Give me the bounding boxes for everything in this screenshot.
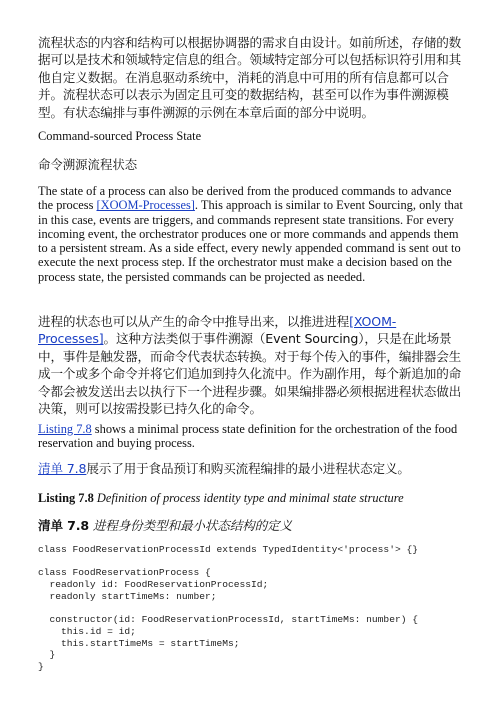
paragraph-process-state-cn: 流程状态的内容和结构可以根据协调器的需求自由设计。如前所述，存储的数据可以是技术和领域特定信息的组合。领域特定部分可以包括标识符引用和其他自定义数据。在消息驱动系统中，消耗的消息中可用的所有信息都可以合并。流程状态可以表示为固定且可变的数据结构，甚至可以作为事件溯源模型。有状态编排与事件溯源的示例在本章后面的部分中说明。 <box>38 35 462 120</box>
caption-label: Listing 7.8 <box>38 491 94 505</box>
caption-label-cn: 清单 7.8 <box>38 518 89 533</box>
text-span: 展示了用于食品预订和购买流程编排的最小进程状态定义。 <box>86 461 410 476</box>
paragraph-listing-ref-en <box>38 422 464 451</box>
text-span: 进程的状态也可以从产生的命令中推导出来，以推进进程 <box>38 314 350 329</box>
listing-link-cn[interactable]: 清单 7.8 <box>38 461 87 476</box>
paragraph-command-sourced-en <box>38 184 464 284</box>
listing-link[interactable]: Listing 7.8 <box>38 422 92 436</box>
caption-text: Definition of process identity type and minimal state structure <box>93 491 404 505</box>
text-span: 。这种方法类似于事件溯源（Event Sourcing），只是在此场景中，事件是触发器，而命令代表状态转换。对于每个传入的事件，编排器会生成一个或多个命令并将它们追加到持久化流中。作为副作用，每个新追加的命令都会被发送出去以执行下一个进程步骤。如果编排器必须根据进程状态做出决策，则可以按需投影已持久化的命令。 <box>38 331 462 417</box>
text-span: . This approach is similar to Event Sourcing, only that in this case, events are triggers, and commands represent state transitions. For every incoming event, the orchestrator produces one or more commands and appends them to a persistent stream. As a side effect, every newly appended command is sent out to execute the next process step. If the orchestrator must make a decision based on the process state, the persisted commands can be projected as needed. <box>38 198 463 284</box>
listing-caption-en <box>38 491 464 505</box>
reference-link-xoom-processes[interactable]: [XOOM-Processes] <box>96 198 195 213</box>
code-listing: class FoodReservationProcessId extends TypedIdentity<'process'> {} class FoodReservationProcess { readonly id: FoodReservationProcessId; readonly startTimeMs: number; constructor(id: FoodReservationProcessId, startTimeMs: number) { this.id = id; this.startTimeMs = startTimeMs; } } <box>38 544 418 673</box>
paragraph-command-sourced-cn <box>38 313 464 417</box>
caption-text-cn: 进程身份类型和最小状态结构的定义 <box>88 518 292 533</box>
paragraph-listing-ref-cn <box>38 460 464 477</box>
text-span: The state of a process can also be derived from the produced commands to advance the process <box>38 184 452 213</box>
section-heading-en: Command-sourced Process State <box>38 129 202 143</box>
text-span: shows a minimal process state definition for the orchestration of the food reservation and buying process. <box>38 422 458 451</box>
section-heading-cn: 命令溯源流程状态 <box>38 157 138 172</box>
listing-caption-cn <box>38 517 464 534</box>
reference-link-xoom-processes-cn[interactable]: [XOOM-Processes] <box>38 314 397 347</box>
